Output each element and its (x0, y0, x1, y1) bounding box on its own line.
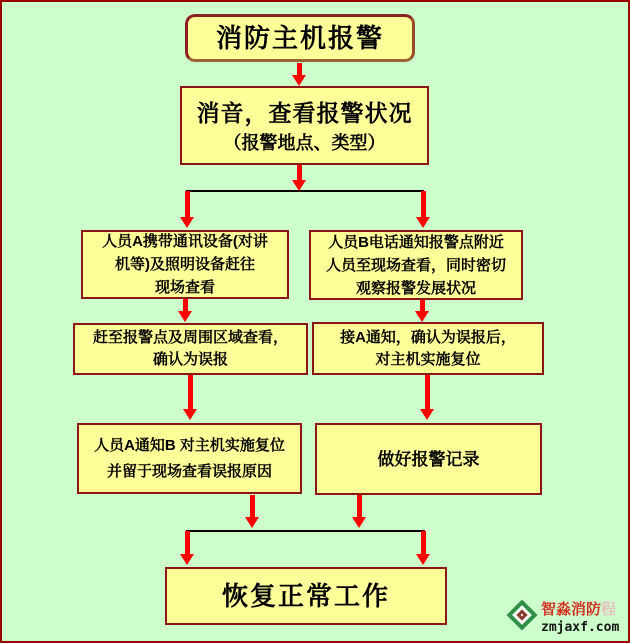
flow-node-b-notify-line1: 人员B电话通知报警点附近 (328, 233, 504, 251)
flow-node-a-verify-false-alarm (73, 323, 308, 375)
brand-watermark (505, 595, 629, 642)
arrow-a-verify-to-notify (183, 375, 197, 420)
flow-node-person-b-notify (309, 230, 523, 300)
brand-text-block (541, 598, 629, 635)
flow-node-silence-line2: （报警地点、类型） (223, 132, 386, 153)
arrow-a-branch-to-merge (245, 495, 259, 528)
arrow-b-branch-to-merge (352, 495, 366, 528)
flow-node-resume-work (165, 567, 447, 625)
arrow-split-to-b-notify (416, 191, 430, 228)
flow-node-a-dispatch-line3: 现场查看 (154, 279, 215, 296)
arrow-b-reset-to-record (420, 375, 434, 420)
flow-node-a-verify-line1: 赶至报警点及周围区域查看， (92, 329, 288, 346)
arrow-merge-right-to-resume (416, 531, 430, 565)
flow-node-a-notify-b-line1: 人员A通知B 对主机实施复位 (94, 436, 285, 454)
flow-node-person-a-dispatch (81, 230, 289, 299)
brand-logo-inner-icon (516, 609, 527, 620)
arrow-split-to-a-dispatch (180, 191, 194, 228)
brand-logo-icon (506, 599, 537, 630)
arrow-a-dispatch-to-verify (178, 299, 192, 322)
flow-node-a-notify-b-line2: 并留于现场查看误报原因 (106, 462, 272, 480)
flow-node-b-notify-line2: 人员至现场查看，同时密切 (325, 256, 506, 274)
flow-node-record-label: 做好报警记录 (377, 449, 480, 469)
flow-node-alarm (185, 14, 415, 62)
connector-line-bottom-merge (186, 530, 425, 532)
flow-node-resume-label: 恢复正常工作 (221, 580, 390, 611)
brand-name-main: 智淼消防 (541, 601, 602, 618)
flow-node-a-dispatch-line2: 机等)及照明设备赶往 (115, 256, 255, 273)
arrow-silence-to-split (292, 165, 306, 191)
flow-node-alarm-label: 消防主机报警 (215, 22, 384, 53)
flow-node-a-notify-b-reset (77, 423, 302, 494)
arrow-b-notify-to-reset (415, 300, 429, 322)
arrow-alarm-to-silence (292, 63, 306, 86)
flow-node-b-reset-host (312, 322, 544, 375)
flow-node-a-verify-line2: 确认为误报 (152, 351, 228, 368)
flow-node-a-dispatch-line1: 人员A携带通讯设备(对讲 (102, 233, 268, 250)
flow-node-silence-check (180, 86, 429, 165)
brand-name-faint: 程 (601, 601, 617, 618)
brand-name (541, 598, 629, 619)
arrow-merge-left-to-resume (180, 531, 194, 565)
flow-node-silence-line1: 消音，查看报警状况 (196, 99, 413, 126)
flow-node-record-alarm (315, 423, 542, 495)
flow-node-b-notify-line3: 观察报警发展状况 (355, 279, 476, 297)
flow-node-b-reset-line1: 接A通知，确认为误报后， (340, 328, 516, 346)
flow-node-b-reset-line2: 对主机实施复位 (375, 350, 481, 368)
brand-domain: zmjaxf.com (541, 620, 620, 635)
